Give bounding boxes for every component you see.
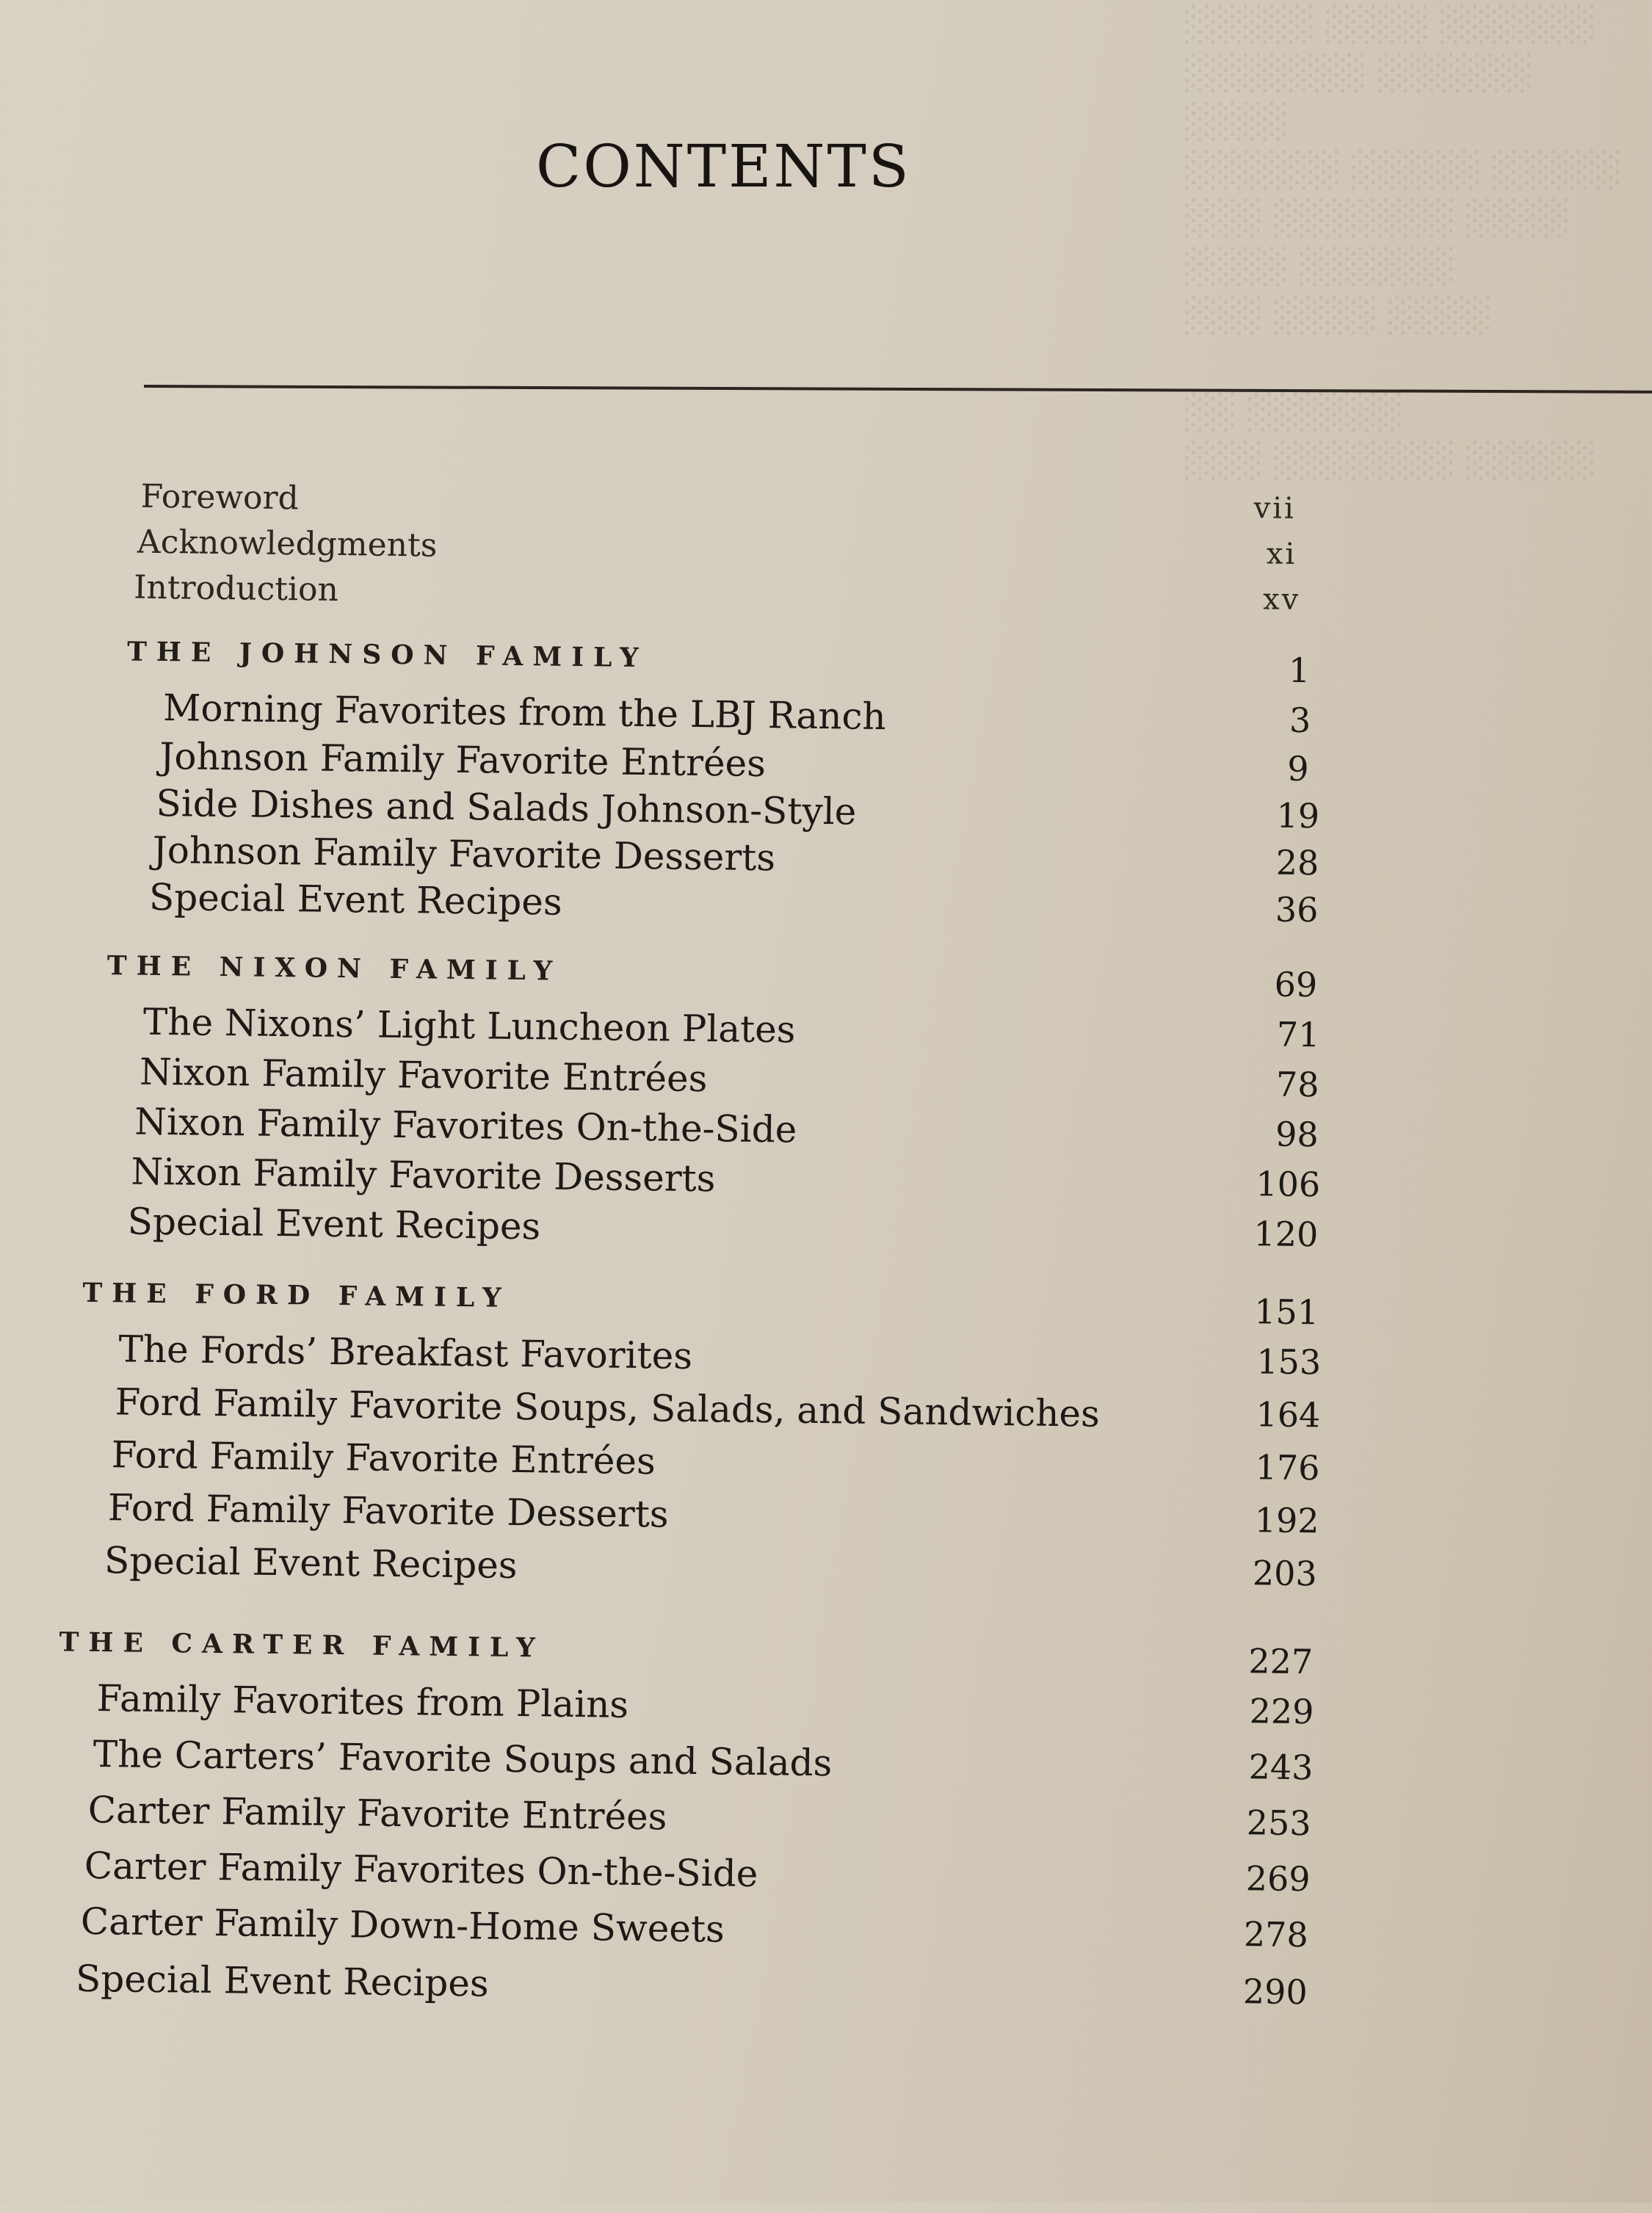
toc-entry-page: 28: [1275, 842, 1319, 883]
toc-entry-title: Special Event Recipes: [148, 875, 562, 924]
toc-entry-title: Johnson Family Favorite Entrées: [159, 735, 767, 786]
toc-entry-title: Acknowledgments: [137, 523, 438, 565]
toc-entry-page: 243: [1248, 1747, 1314, 1788]
toc-entry-page: 71: [1276, 1014, 1320, 1055]
toc-entry-title: Side Dishes and Salads Johnson-Style: [156, 781, 857, 833]
toc-entry-chapter[interactable]: [0, 1787, 1636, 1844]
family-heading-nixon[interactable]: [0, 949, 1646, 1005]
toc-entry-chapter[interactable]: [0, 1432, 1640, 1488]
family-heading-page: 227: [1248, 1641, 1314, 1682]
page-title: CONTENTS: [536, 132, 911, 200]
toc-entry-title: Carter Family Favorite Entrées: [87, 1788, 667, 1839]
toc-entry-chapter[interactable]: [0, 1956, 1634, 2013]
family-heading-carter[interactable]: [0, 1626, 1638, 1682]
toc-entry-chapter[interactable]: [0, 1899, 1634, 1955]
toc-entry-page: 278: [1243, 1914, 1309, 1955]
toc-entry-chapter[interactable]: [0, 1198, 1643, 1255]
family-heading-title: THE NIXON FAMILY: [106, 950, 562, 987]
family-heading-johnson[interactable]: [0, 634, 1650, 691]
toc-entry-page: 164: [1256, 1394, 1321, 1435]
toc-entry-page: 3: [1289, 700, 1311, 741]
toc-entry-foreword[interactable]: [0, 476, 1652, 526]
toc-entry-page: 9: [1286, 748, 1309, 789]
toc-entry-chapter[interactable]: [0, 684, 1649, 741]
toc-entry-title: Special Event Recipes: [75, 1957, 489, 2005]
toc-entry-title: Special Event Recipes: [104, 1539, 518, 1587]
toc-entry-page: 19: [1276, 795, 1320, 836]
toc-entry-page: 290: [1242, 1971, 1308, 2013]
toc-entry-page: 229: [1249, 1691, 1314, 1732]
toc-entry-chapter[interactable]: [0, 1326, 1642, 1383]
toc-entry-title: Morning Favorites from the LBJ Ranch: [162, 687, 887, 739]
toc-entry-page: 192: [1254, 1500, 1319, 1541]
toc-entry-title: Ford Family Favorite Desserts: [107, 1486, 669, 1536]
toc-entry-title: Family Favorites from Plains: [96, 1677, 629, 1726]
toc-entry-page: 98: [1275, 1114, 1319, 1155]
family-heading-title: THE CARTER FAMILY: [59, 1626, 545, 1664]
toc-entry-chapter[interactable]: [0, 999, 1645, 1055]
toc-entry-page: xv: [1262, 582, 1301, 617]
toc-entry-chapter[interactable]: [0, 780, 1648, 836]
toc-entry-title: The Nixons’ Light Luncheon Plates: [142, 1000, 796, 1051]
toc-entry-chapter[interactable]: [0, 1379, 1641, 1435]
toc-entry-chapter[interactable]: [0, 1731, 1637, 1788]
toc-entry-page: vii: [1253, 491, 1297, 526]
toc-entry-page: 203: [1252, 1553, 1318, 1594]
family-heading-title: THE FORD FAMILY: [82, 1277, 511, 1314]
toc-entry-page: 176: [1255, 1447, 1320, 1488]
toc-entry-page: 36: [1275, 889, 1319, 930]
family-heading-ford[interactable]: [0, 1276, 1642, 1333]
toc-entry-chapter[interactable]: [0, 874, 1647, 930]
family-heading-title: THE JOHNSON FAMILY: [126, 636, 649, 674]
family-heading-page: 69: [1274, 964, 1318, 1005]
family-heading-page: 1: [1288, 650, 1311, 691]
toc-entry-page: 78: [1275, 1064, 1319, 1105]
toc-entry-title: Carter Family Favorites On-the-Side: [84, 1844, 758, 1896]
show-through-text: ░░░░░░ ░░░░ ░░░░░ ░░░░░░ ░░░░░░░ ░░░░ ░░░░░ ░░░░░ ░░░░░░ ░░░░ ░░░░░░░ ░░░ ░░░░░░ ░░░░ ░░░░ ░░░░ ░░░ ░░░░░░ ░░ ░░░░░ ░░░░░░░ ░░░: [1182, 4, 1620, 480]
toc-entry-page: 253: [1246, 1803, 1311, 1844]
toc-entry-page: 106: [1256, 1164, 1321, 1205]
toc-entry-title: Nixon Family Favorites On-the-Side: [134, 1100, 797, 1151]
toc-entry-title: The Carters’ Favorite Soups and Salads: [93, 1732, 833, 1785]
toc-entry-title: Nixon Family Favorite Desserts: [131, 1150, 716, 1200]
toc-entry-chapter[interactable]: [0, 1485, 1640, 1541]
toc-entry-chapter[interactable]: [0, 1843, 1635, 1899]
toc-entry-title: Ford Family Favorite Soups, Salads, and Sandwiches: [115, 1380, 1101, 1435]
toc-entry-title: Introduction: [133, 568, 339, 609]
toc-entry-page: 269: [1245, 1858, 1311, 1899]
toc-entry-chapter[interactable]: [0, 1676, 1637, 1732]
toc-entry-chapter[interactable]: [0, 1048, 1645, 1105]
toc-entry-chapter[interactable]: [0, 1098, 1645, 1155]
family-heading-page: 151: [1253, 1292, 1319, 1333]
toc-entry-chapter[interactable]: [0, 1537, 1639, 1594]
toc-entry-title: The Fords’ Breakfast Favorites: [118, 1328, 693, 1377]
toc-entry-acknowledgments[interactable]: [0, 521, 1651, 571]
toc-entry-title: Special Event Recipes: [127, 1200, 541, 1248]
toc-entry-page: 153: [1256, 1341, 1322, 1383]
toc-entry-title: Foreword: [140, 477, 300, 518]
toc-entry-title: Ford Family Favorite Entrées: [111, 1433, 656, 1483]
toc-entry-page: 120: [1253, 1214, 1319, 1255]
toc-entry-page: xi: [1266, 537, 1297, 571]
toc-entry-introduction[interactable]: [0, 567, 1651, 617]
toc-entry-title: Johnson Family Favorite Desserts: [152, 828, 776, 880]
toc-entry-title: Carter Family Down-Home Sweets: [80, 1899, 725, 1951]
toc-entry-chapter[interactable]: [0, 1148, 1644, 1205]
toc-entry-title: Nixon Family Favorite Entrées: [139, 1050, 708, 1101]
